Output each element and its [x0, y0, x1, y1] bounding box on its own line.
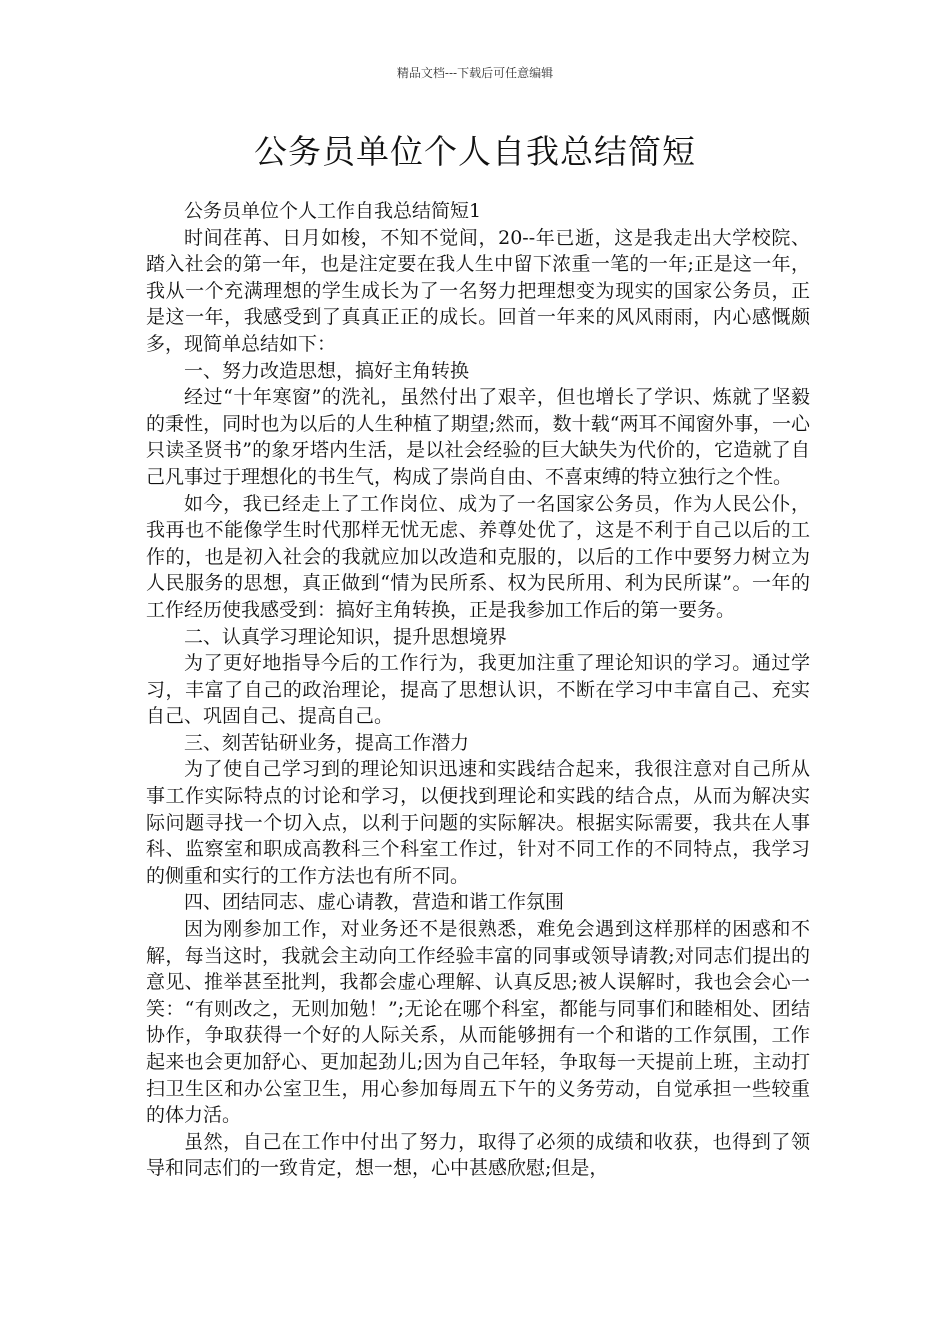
body-paragraph: 经过“十年寒窗”的洗礼，虽然付出了艰辛，但也增长了学识、炼就了坚毅的秉性，同时也为以后的人生种植了期望;然而，数十载“两耳不闻窗外事，一心只读圣贤书”的象牙塔内生活，是以社会经验的巨大缺失为代价的，它造就了自己凡事过于理想化的书生气，构成了崇尚自由、不喜束缚的特立独行之个性。	[146, 386, 810, 488]
section-heading: 三、刻苦钻研业务，提高工作潜力	[184, 731, 470, 754]
body-paragraph: 为了更好地指导今后的工作行为，我更加注重了理论知识的学习。通过学习，丰富了自己的政治理论，提高了思想认识，不断在学习中丰富自己、充实自己、巩固自己、提高自己。	[146, 652, 810, 728]
section-heading: 二、认真学习理论知识，提升思想境界	[184, 625, 508, 648]
body-paragraph: 公务员单位个人工作自我总结简短1	[184, 200, 482, 222]
body-paragraph: 时间荏苒、日月如梭，不知不觉间，20--年已逝，这是我走出大学校院、踏入社会的第一年，也是注定要在我人生中留下浓重一笔的一年;正是这一年，我从一个充满理想的学生成长为了一名努力把理想变为现实的国家公务员，正是这一年，我感受到了真真正正的成长。回首一年来的风风雨雨，内心感慨颇多，现简单总结如下：	[146, 226, 810, 355]
section-heading: 四、团结同志、虚心请教，营造和谐工作氛围	[184, 891, 565, 914]
document-body	[146, 198, 810, 1182]
body-paragraph: 如今，我已经走上了工作岗位、成为了一名国家公务员，作为人民公仆，我再也不能像学生时代那样无忧无虑、养尊处优了，这是不利于自己以后的工作的，也是初入社会的我就应加以改造和克服的，以后的工作中要努力树立为人民服务的思想，真正做到“情为民所系、权为民所用、利为民所谋”。一年的工作经历使我感受到：搞好主角转换，正是我参加工作后的第一要务。	[146, 492, 810, 621]
body-paragraph: 因为刚参加工作，对业务还不是很熟悉，难免会遇到这样那样的困惑和不解，每当这时，我就会主动向工作经验丰富的同事或领导请教;对同志们提出的意见、推举甚至批判，我都会虚心理解、认真反思;被人误解时，我也会会心一笑：“有则改之，无则加勉！”;无论在哪个科室，都能与同事们和睦相处、团结协作，争取获得一个好的人际关系，从而能够拥有一个和谐的工作氛围，工作起来也会更加舒心、更加起劲儿;因为自己年轻，争取每一天提前上班，主动打扫卫生区和办公室卫生，用心参加每周五下午的义务劳动，自觉承担一些较重的体力活。	[146, 918, 810, 1127]
body-paragraph: 为了使自己学习到的理论知识迅速和实践结合起来，我很注意对自己所从事工作实际特点的讨论和学习，以便找到理论和实践的结合点，从而为解决实际问题寻找一个切入点，以利于问题的实际解决。根据实际需要，我共在人事科、监察室和职成高教科三个科室工作过，针对不同工作的不同特点，我学习的侧重和实行的工作方法也有所不同。	[146, 758, 810, 887]
header-note: 精品文档---下载后可任意编辑	[396, 66, 554, 80]
document-title: 公务员单位个人自我总结简短	[254, 132, 696, 171]
section-heading: 一、努力改造思想，搞好主角转换	[184, 359, 470, 382]
body-paragraph: 虽然，自己在工作中付出了努力，取得了必须的成绩和收获，也得到了领导和同志们的一致肯定，想一想，心中甚感欣慰;但是，	[146, 1130, 810, 1180]
